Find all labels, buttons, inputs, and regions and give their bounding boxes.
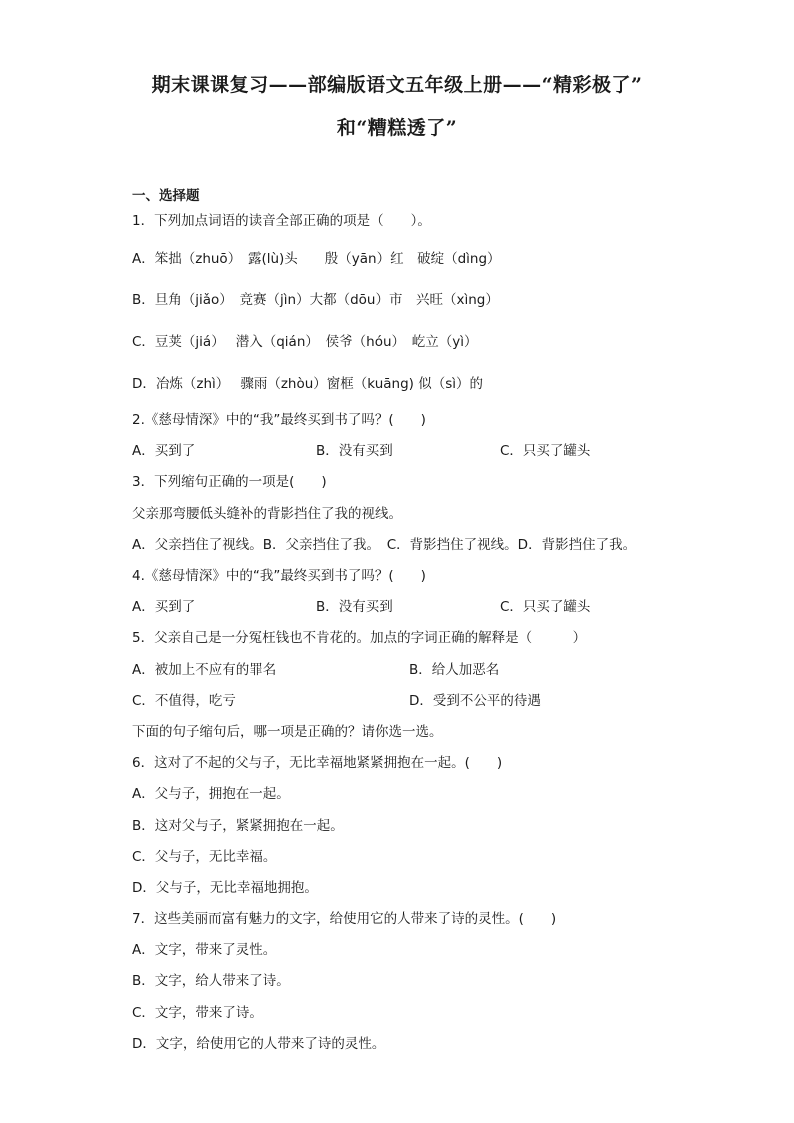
question-5-option-b: B．给人加恶名 — [409, 662, 500, 678]
question-2-stem: 2.《慈母情深》中的“我”最终买到书了吗？( ) — [132, 412, 426, 428]
question-2-option-c: C．只买了罐头 — [500, 443, 591, 459]
question-6-option-d: D．父与子，无比幸福地拥抱。 — [132, 880, 318, 896]
question-6-option-a: A．父与子，拥抱在一起。 — [132, 786, 290, 802]
question-1-stem: 1．下列加点词语的读音全部正确的项是（ ）。 — [132, 213, 431, 229]
question-1-option-b: B．旦角（jiǎo） 竞赛（jìn）大都（dōu）市 兴旺（xìng） — [132, 292, 499, 308]
question-4-stem: 4.《慈母情深》中的“我”最终买到书了吗？( ) — [132, 568, 426, 584]
question-4-option-b: B．没有买到 — [316, 599, 393, 615]
question-7-option-b: B．文字，给人带来了诗。 — [132, 973, 290, 989]
section-heading: 一、选择题 — [132, 188, 200, 204]
question-4-option-a: A．买到了 — [132, 599, 196, 615]
question-5-option-c: C．不值得，吃亏 — [132, 693, 236, 709]
question-5-option-a: A．被加上不应有的罪名 — [132, 662, 277, 678]
instruction-text: 下面的句子缩句后，哪一项是正确的？请你选一选。 — [132, 724, 443, 740]
question-7-option-a: A．文字，带来了灵性。 — [132, 942, 277, 958]
question-7-option-c: C．文字，带来了诗。 — [132, 1005, 263, 1021]
question-1-option-a: A．笨拙（zhuō） 露(lù)头 殷（yān）红 破绽（dìng） — [132, 251, 501, 267]
question-7-option-d: D．文字，给使用它的人带来了诗的灵性。 — [132, 1036, 386, 1052]
question-7-stem: 7．这些美丽而富有魅力的文字，给使用它的人带来了诗的灵性。( ) — [132, 911, 557, 927]
question-6-option-b: B．这对父与子，紧紧拥抱在一起。 — [132, 818, 344, 834]
question-4-option-c: C．只买了罐头 — [500, 599, 591, 615]
question-3-options: A．父亲挡住了视线。B．父亲挡住了我。 C．背影挡住了视线。D．背影挡住了我。 — [132, 537, 637, 553]
question-3-sentence: 父亲那弯腰低头缝补的背影挡住了我的视线。 — [132, 506, 402, 522]
question-5-stem: 5．父亲自己是一分冤枉钱也不肯花的。加点的字词正确的解释是（ ） — [132, 630, 587, 646]
question-6-option-c: C．父与子，无比幸福。 — [132, 849, 277, 865]
question-1-option-c: C．豆荚（jiá） 潜入（qián） 侯爷（hóu） 屹立（yì） — [132, 334, 478, 350]
question-3-stem: 3．下列缩句正确的一项是( ) — [132, 474, 327, 490]
question-5-option-d: D．受到不公平的待遇 — [409, 693, 541, 709]
question-1-option-d: D．冶炼（zhì） 骤雨（zhòu）窗框（kuāng) 似（sì）的 — [132, 376, 483, 392]
question-6-stem: 6．这对了不起的父与子，无比幸福地紧紧拥抱在一起。( ) — [132, 755, 503, 771]
question-2-option-a: A．买到了 — [132, 443, 196, 459]
document-title-line-1: 期末课课复习——部编版语文五年级上册——“精彩极了” — [151, 74, 643, 96]
document-title-line-2: 和“糟糕透了” — [336, 117, 458, 139]
question-2-option-b: B．没有买到 — [316, 443, 393, 459]
